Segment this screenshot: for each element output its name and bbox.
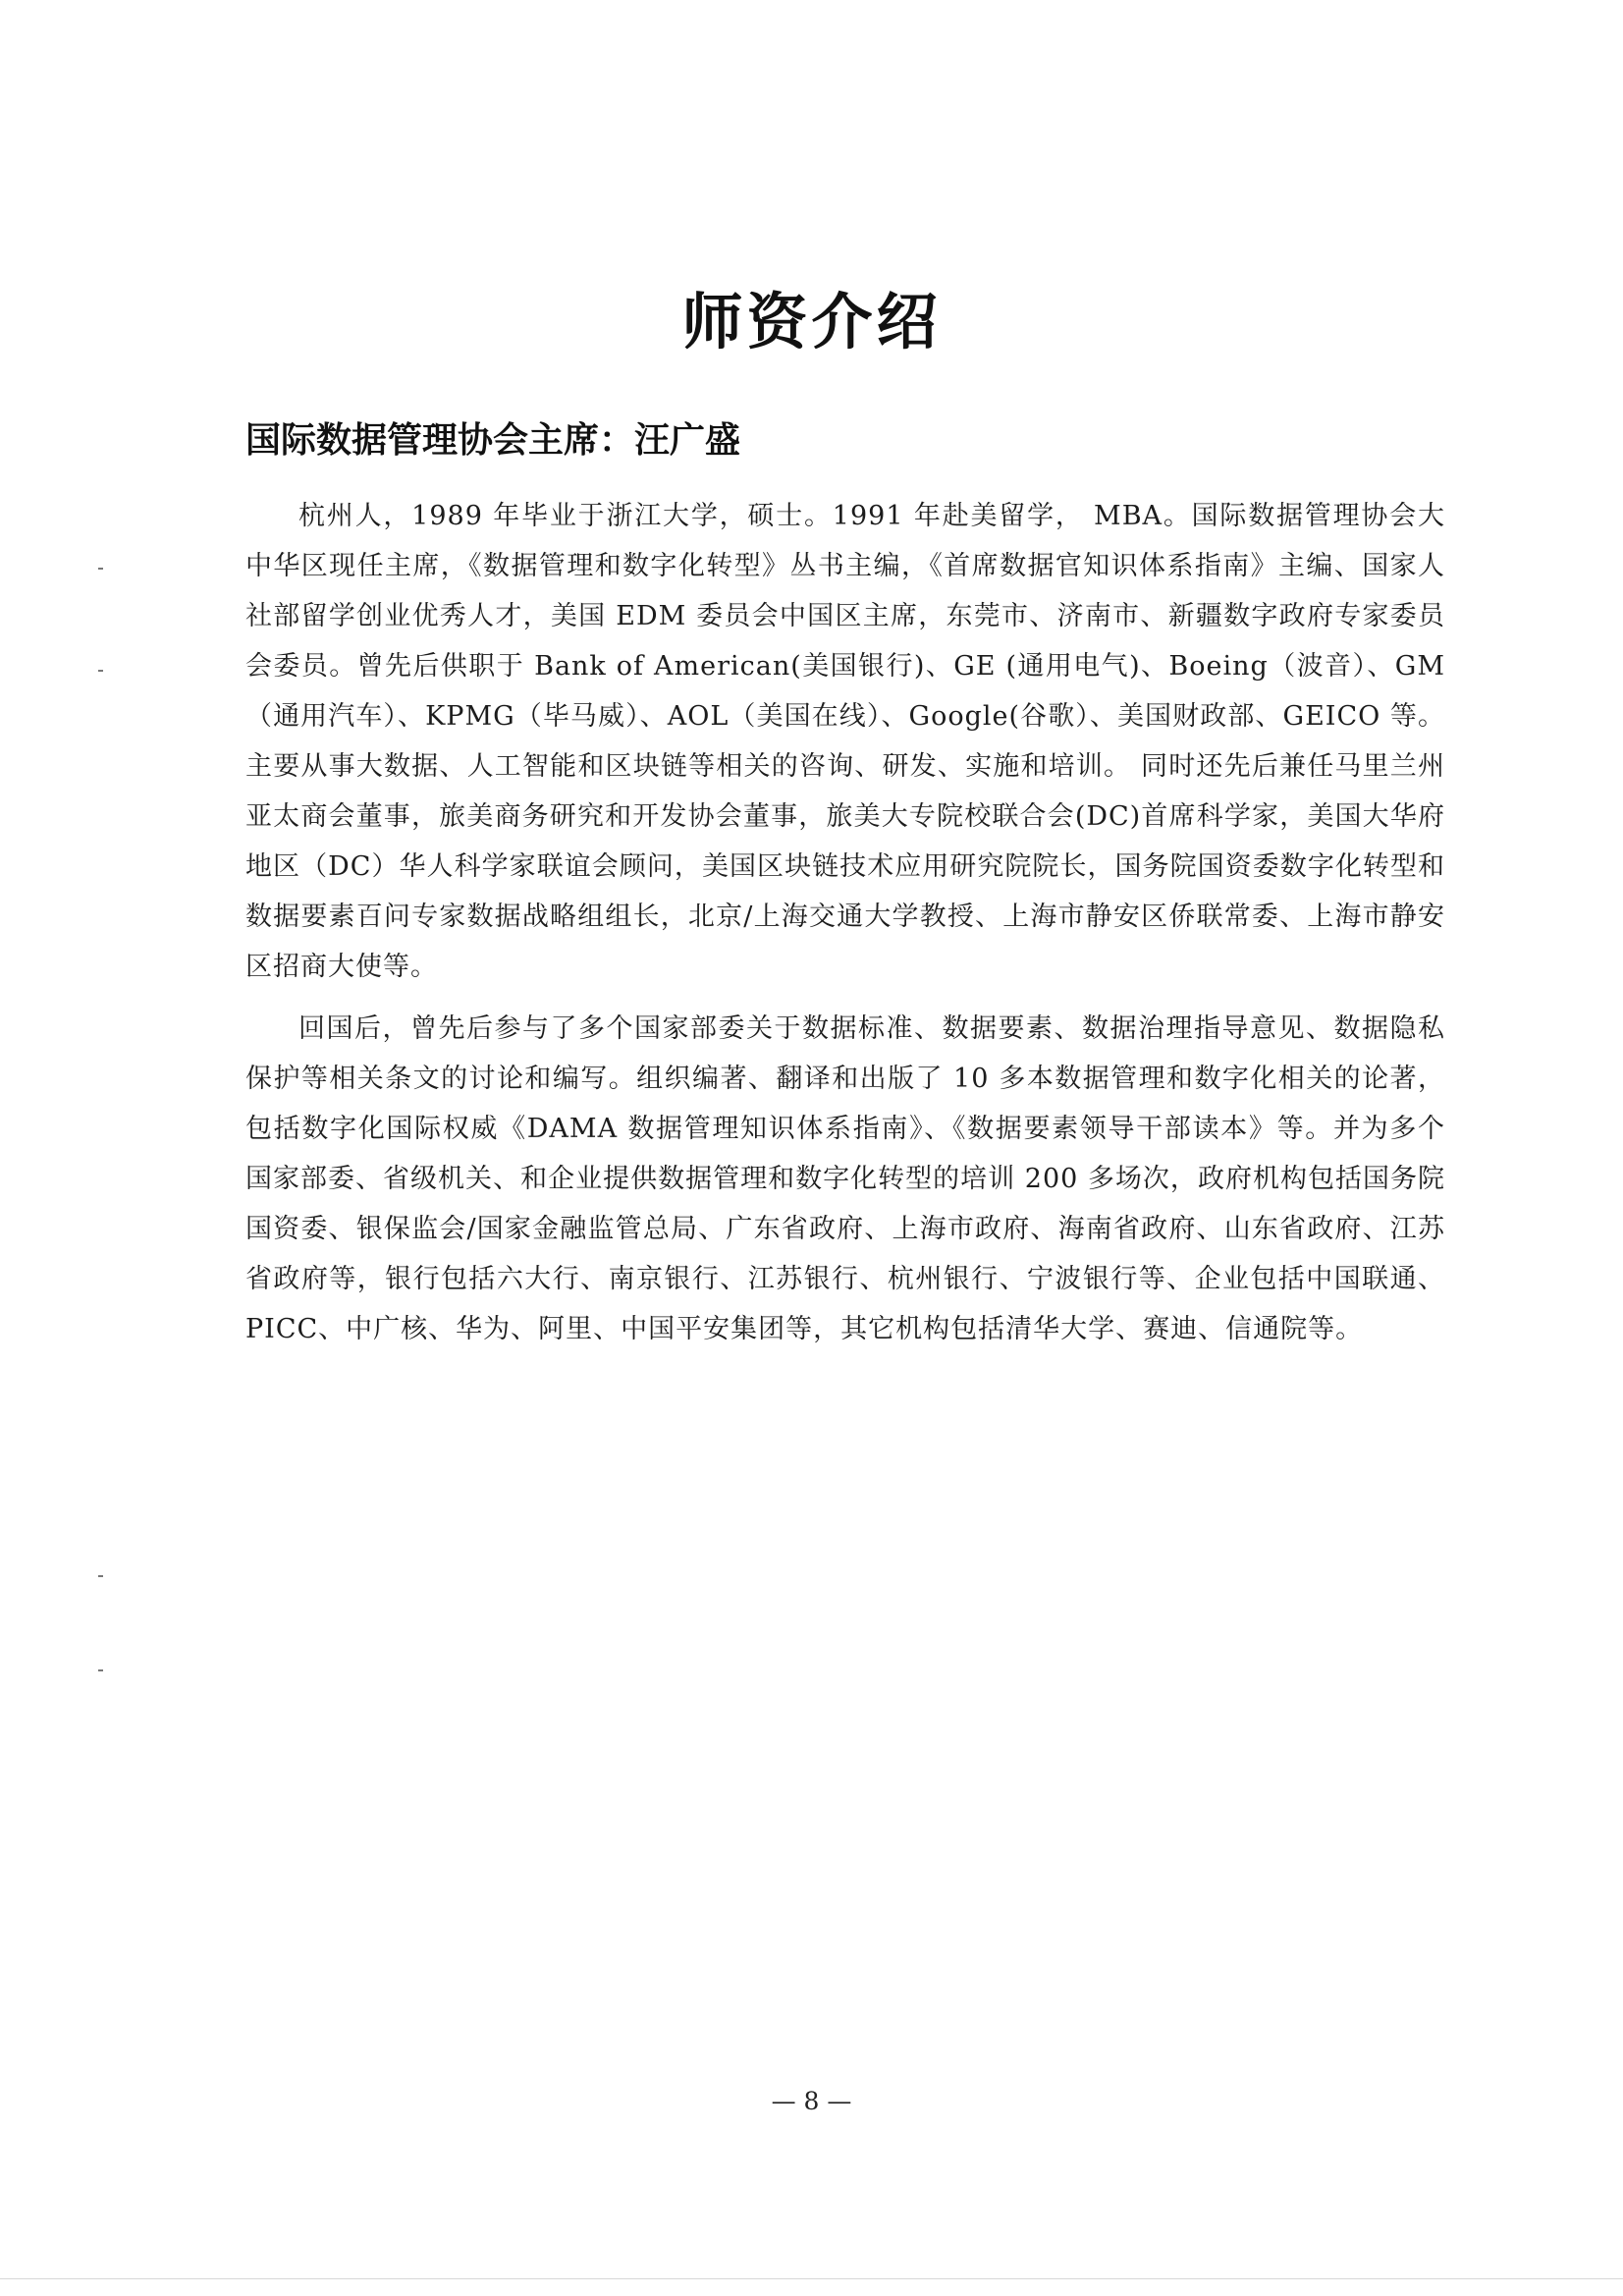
paragraph-experience: 回国后，曾先后参与了多个国家部委关于数据标准、数据要素、数据治理指导意见、数据隐私保护等相关条文的讨论和编写。组织编著、翻译和出版了 10 多本数据管理和数字化相关的论著，包括数字化国际权威《DAMA 数据管理知识体系指南》、《数据要素领导干部读本》等。并为多个国家部委、省级机关、和企业提供数据管理和数字化转型的培训 200 多场次，政府机构包括国务院国资委、银保监会/国家金融监管总局、广东省政府、上海市政府、海南省政府、山东省政府、江苏省政府等，银行包括六大行、南京银行、江苏银行、杭州银行、宁波银行等、企业包括中国联通、PICC、中广核、华为、阿里、中国平安集团等，其它机构包括清华大学、赛迪、信通院等。 <box>245 1013 1445 1344</box>
scan-mark <box>98 1575 103 1577</box>
section-heading: 国际数据管理协会主席：汪广盛 <box>245 420 741 461</box>
paragraph-biography: 杭州人，1989 年毕业于浙江大学，硕士。1991 年赴美留学， MBA。国际数据管理协会大中华区现任主席，《数据管理和数字化转型》丛书主编，《首席数据官知识体系指南》主编、国家人社部留学创业优秀人才，美国 EDM 委员会中国区主席，东莞市、济南市、新疆数字政府专家委员会委员。曾先后供职于 Bank of American(美国银行)、GE (通用电气)、Boeing（波音）、GM（通用汽车）、KPMG（毕马威）、AOL（美国在线）、Google(谷歌）、美国财政部、GEICO 等。主要从事大数据、人工智能和区块链等相关的咨询、研发、实施和培训。 同时还先后兼任马里兰州亚太商会董事，旅美商务研究和开发协会董事，旅美大专院校联合会(DC)首席科学家，美国大华府地区（DC）华人科学家联谊会顾问，美国区块链技术应用研究院院长，国务院国资委数字化转型和数据要素百问专家数据战略组组长，北京/上海交通大学教授、上海市静安区侨联常委、上海市静安区招商大使等。 <box>245 501 1445 982</box>
scan-edge <box>0 2278 1623 2279</box>
body-text <box>245 491 1445 1366</box>
scan-mark <box>98 568 103 570</box>
page-title: 师资介绍 <box>681 286 942 357</box>
scan-mark <box>98 1669 103 1671</box>
page-number: — 8 — <box>771 2087 852 2115</box>
scan-mark <box>98 670 103 672</box>
